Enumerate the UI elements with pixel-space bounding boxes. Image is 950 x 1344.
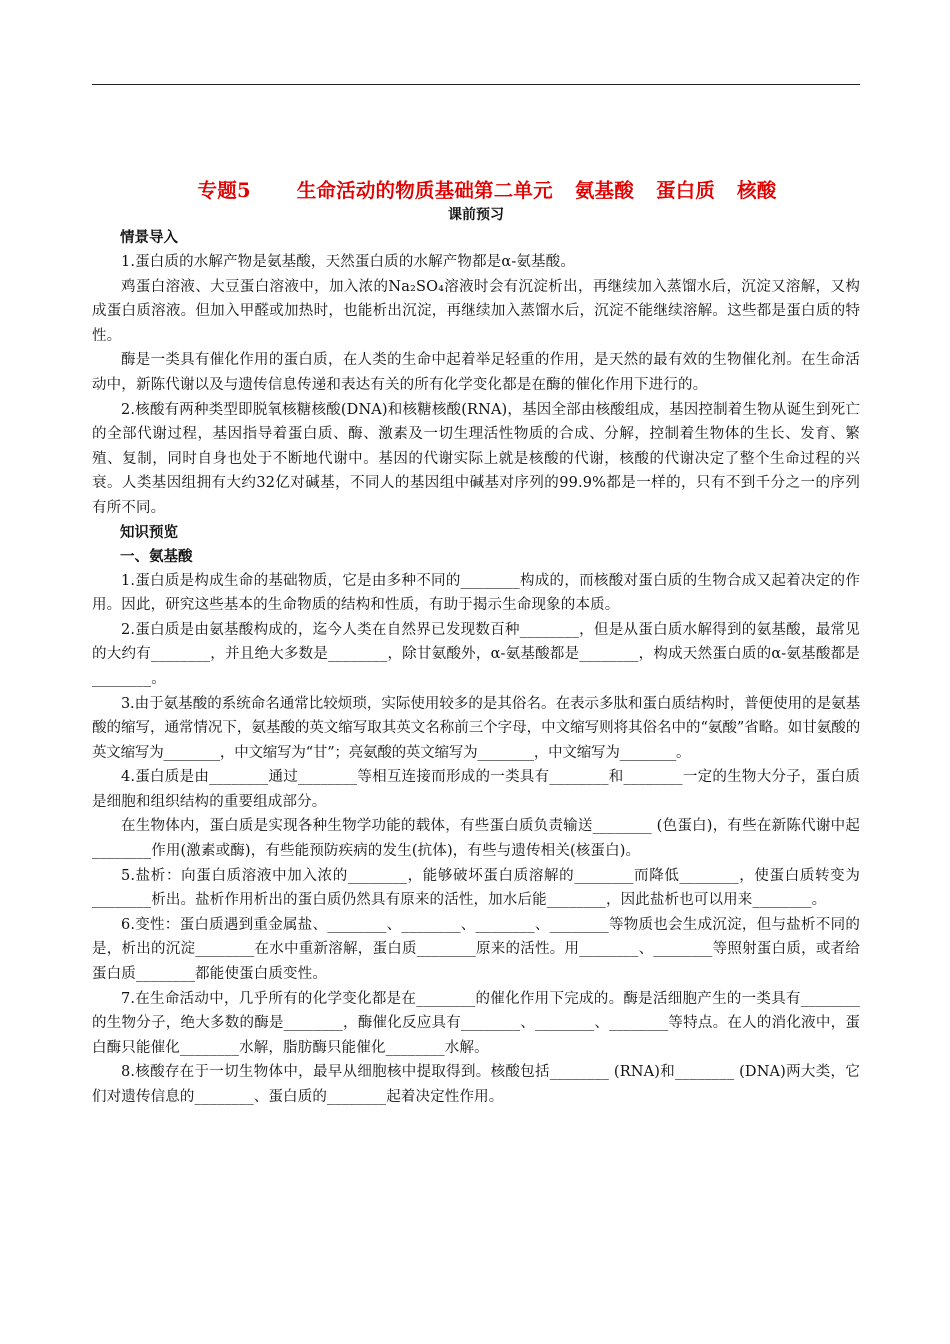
question: 5.盐析：向蛋白质溶液中加入浓的________，能够破坏蛋白质溶解的________而降低________，使蛋白质转变为________析出。盐析作用析出的蛋白质仍然具有原来的活性，加水后能________，因此盐析也可以用来________。 [92, 867, 860, 909]
page-title [92, 178, 860, 204]
page-subtitle: 课前预习 [448, 207, 504, 223]
title-topic: 专题5 [197, 179, 251, 202]
question: 2.蛋白质是由氨基酸构成的，迄今人类在自然界已发现数百种________，但是从蛋白质水解得到的氨基酸，最常见的大约有________，并且绝大多数是________，除甘氨酸外，α-氨基酸都是________，构成天然蛋白质的α-氨基酸都是________。 [92, 621, 860, 687]
paragraph: 鸡蛋白溶液、大豆蛋白溶液中，加入浓的Na₂SO₄溶液时会有沉淀析出，再继续加入蒸馏水后，沉淀又溶解，又构成蛋白质溶液。但加入甲醛或加热时，也能析出沉淀，再继续加入蒸馏水后，沉淀不能继续溶解。这些都是蛋白质的特性。 [92, 278, 860, 344]
title-unit: 生命活动的物质基础第二单元 [296, 179, 553, 202]
header-rule [92, 84, 860, 85]
title-term-nucleic: 核酸 [737, 179, 777, 202]
paragraph: 2.核酸有两种类型即脱氧核糖核酸(DNA)和核糖核酸(RNA)，基因全部由核酸组成，基因控制着生物从诞生到死亡的全部代谢过程，基因指导着蛋白质、酶、激素及一切生理活性物质的合成、分解，控制着生物体的生长、发育、繁殖、复制，同时自身也处于不断地代谢中。基因的代谢实际上就是核酸的代谢，核酸的代谢决定了整个生命过程的兴衰。人类基因组拥有大约32亿对碱基，不同人的基因组中碱基对序列的99.9%都是一样的，只有不到千分之一的序列有所不同。 [92, 401, 860, 516]
question: 1.蛋白质是构成生命的基础物质，它是由多种不同的________构成的，而核酸对蛋白质的生物合成又起着决定的作用。因此，研究这些基本的生命物质的结构和性质，有助于揭示生命现象的本质。 [92, 572, 860, 614]
question: 在生物体内，蛋白质是实现各种生物学功能的载体，有些蛋白质负责输送________ (色蛋白)，有些在新陈代谢中起________作用(激素或酶)，有些能预防疾病的发生(抗体)，有些与遗传相关(核蛋白)。 [92, 818, 860, 860]
question: 8.核酸存在于一切生物体中，最早从细胞核中提取得到。核酸包括________ (RNA)和________ (DNA)两大类，它们对遗传信息的________、蛋白质的________起着决定性作用。 [92, 1064, 860, 1105]
question: 3.由于氨基酸的系统命名通常比较烦琐，实际使用较多的是其俗名。在表示多肽和蛋白质结构时，普便使用的是氨基酸的缩写，通常情况下，氨基酸的英文缩写取其英文名称前三个字母，中文缩写则将其俗名中的“氨酸”省略。如甘氨酸的英文缩写为________，中文缩写为“甘”；亮氨酸的英文缩写为________，中文缩写为________。 [92, 695, 860, 761]
section-heading-intro: 情景导入 [120, 229, 178, 246]
question: 4.蛋白质是由________通过________等相互连接而形成的一类具有________和________一定的生物大分子，蛋白质是细胞和组织结构的重要组成部分。 [92, 769, 860, 810]
section-heading-amino: 一、氨基酸 [120, 547, 193, 565]
title-term-amino: 氨基酸 [574, 179, 634, 202]
question: 7.在生命活动中，几乎所有的化学变化都是在________的催化作用下完成的。酶是活细胞产生的一类具有________的生物分子，绝大多数的酶是________，酶催化反应具有________、________、________等特点。在人的消化液中，蛋白酶只能催化________水解，脂肪酶只能催化________水解。 [92, 990, 860, 1056]
title-term-protein: 蛋白质 [655, 179, 716, 202]
paragraph: 酶是一类具有催化作用的蛋白质，在人类的生命中起着举足轻重的作用，是天然的最有效的生物催化剂。在生命活动中，新陈代谢以及与遗传信息传递和表达有关的所有化学变化都是在酶的催化作用下进行的。 [92, 352, 860, 393]
question: 6.变性：蛋白质遇到重金属盐、________、________、________、________等物质也会生成沉淀，但与盐析不同的是，析出的沉淀________在水中重新溶解，蛋白质________原来的活性。用________、________等照射蛋白质，或者给蛋白质________都能使蛋白质变性。 [92, 916, 860, 983]
section-heading-preview: 知识预览 [120, 523, 178, 541]
paragraph: 1.蛋白质的水解产物是氨基酸，天然蛋白质的水解产物都是α-氨基酸。 [121, 254, 575, 270]
document-body [92, 178, 860, 1110]
